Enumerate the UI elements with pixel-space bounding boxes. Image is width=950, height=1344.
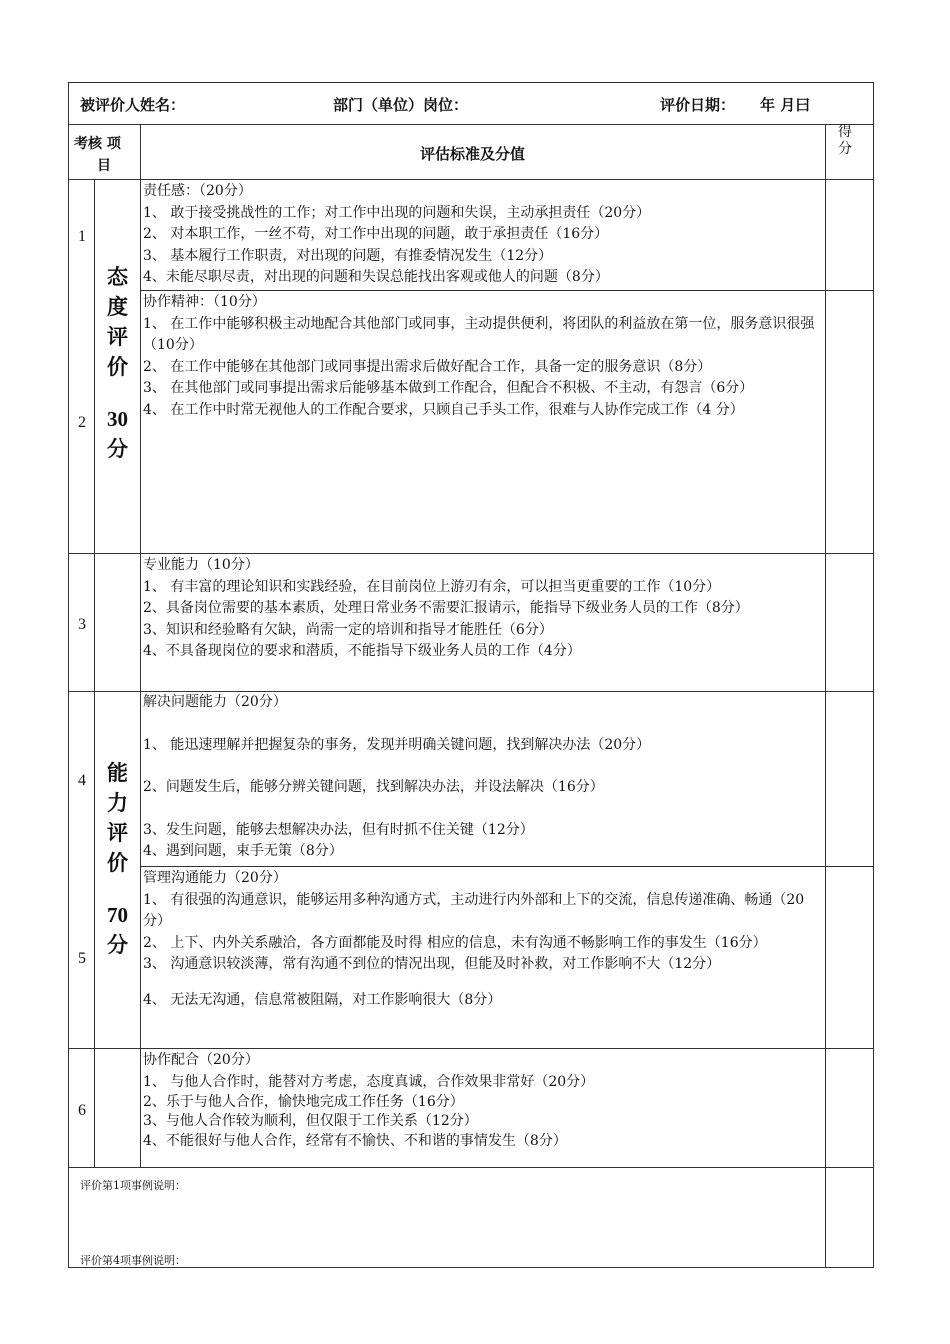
row-number: 2: [78, 414, 86, 431]
row6-divider: [68, 1167, 874, 1168]
criteria-cooperation: 协作配合（20分） 1、 与他人合作时，能替对方考虑，态度真诚，合作效果非常好（20分） 2、乐于与他人合作，愉快地完成工作任务（16分） 3、与他人合作较为顺利，但仅限于工作关系（12分） 4、不能很好与他人合作，经常有不愉快、不和谐的事情发生（8分）: [143, 1052, 595, 1149]
row4-divider: [140, 866, 874, 867]
row2-divider: [68, 553, 874, 554]
score-left-divider: [825, 124, 826, 1268]
evaluation-date-label: 评价日期：: [660, 96, 736, 114]
header-divider: [68, 124, 874, 125]
ability-category-label: 能 力 评 价 70 分: [107, 761, 128, 957]
row-number: 4: [78, 772, 86, 789]
item-column-header-cont: 目: [97, 158, 111, 174]
criteria-column-header: 评估标准及分值: [420, 145, 526, 163]
row-number: 1: [78, 228, 86, 245]
note-item-1-label: 评价第1项事例说明：: [80, 1179, 186, 1192]
evaluation-date-value: 年 月曰: [760, 96, 811, 114]
criteria-left-divider: [140, 124, 141, 1168]
item-column-header: 考核 项: [74, 136, 121, 152]
row-number: 5: [78, 950, 86, 967]
criteria-communication: 管理沟通能力（20分） 1、 有很强的沟通意识，能够运用多种沟通方式，主动进行内外部和上下的交流，信息传递准确、畅通（20分） 2、 上下、内外关系融洽，各方面都能及时得 相应的信息，未有沟通不畅影响工作的事发生（16分） 3、 沟通意识较淡薄，常有沟通不到位的情况出现，但能及时补救，对工作影响不大（12分） 4、 无法无沟通，信息常被阻隔，对工作影响很大（8分）: [143, 870, 805, 1008]
criteria-responsibility: 责任感：（20分） 1、 敢于接受挑战性的工作；对工作中出现的问题和失误，主动承担责任（20分） 2、 对本职工作，一丝不苟，对工作中出现的问题，敢于承担责任（16分） 3、 基本履行工作职责，对出现的问题，有推委情况发生（12分） 4、未能尽职尽责，对出现的问题和失误总能找出客观或他人的问题（8分）: [143, 183, 651, 285]
criteria-problem-solving: 解决问题能力（20分） 1、 能迅速理解并把握复杂的事务，发现并明确关键问题，找到解决办法（20分） 2、问题发生后，能够分辨关键问题，找到解决办法，并设法解决（16分） 3、发生问题，能够去想解决办法，但有时抓不住关键（12分） 4、遇到问题，束手无策（8分）: [143, 694, 651, 859]
department-position-label: 部门（单位）岗位：: [333, 96, 469, 114]
score-column-header: 得: [838, 124, 852, 140]
column-header-divider: [68, 179, 874, 180]
evaluatee-name-label: 被评价人姓名：: [80, 96, 186, 114]
row1-divider: [140, 290, 874, 291]
row-number: 6: [78, 1102, 86, 1119]
score-column-header-cont: 分: [838, 141, 852, 157]
attitude-category-label: 态 度 评 价 30 分: [107, 265, 128, 461]
note-item-4-label: 评价第4项事例说明：: [80, 1254, 186, 1267]
row-number: 3: [78, 616, 86, 633]
criteria-professional-ability: 专业能力（10分） 1、 有丰富的理论知识和实践经验，在目前岗位上游刃有余，可以担当更重要的工作（10分） 2、具备岗位需要的基本素质，处理日常业务不需要汇报请示，能指导下级业务人员的工作（8分） 3、知识和经验略有欠缺，尚需一定的培训和指导才能胜任（6分） 4、不具备现岗位的要求和潜质，不能指导下级业务人员的工作（4分）: [143, 557, 749, 659]
criteria-teamwork: 协作精神：（10分） 1、 在工作中能够积极主动地配合其他部门或同事，主动提供便利，将团队的利益放在第一位，服务意识很强（10分） 2、 在工作中能够在其他部门或同事提出需求后做好配合工作，具备一定的服务意识（8分） 3、 在其他部门或同事提出需求后能够基本做到工作配合，但配合不积极、不主动，有怨言（6分） 4、 在工作中时常无视他人的工作配合要求，只顾自己手头工作，很难与人协作完成工作（4 分）: [143, 294, 815, 418]
row5-divider: [68, 1048, 874, 1049]
